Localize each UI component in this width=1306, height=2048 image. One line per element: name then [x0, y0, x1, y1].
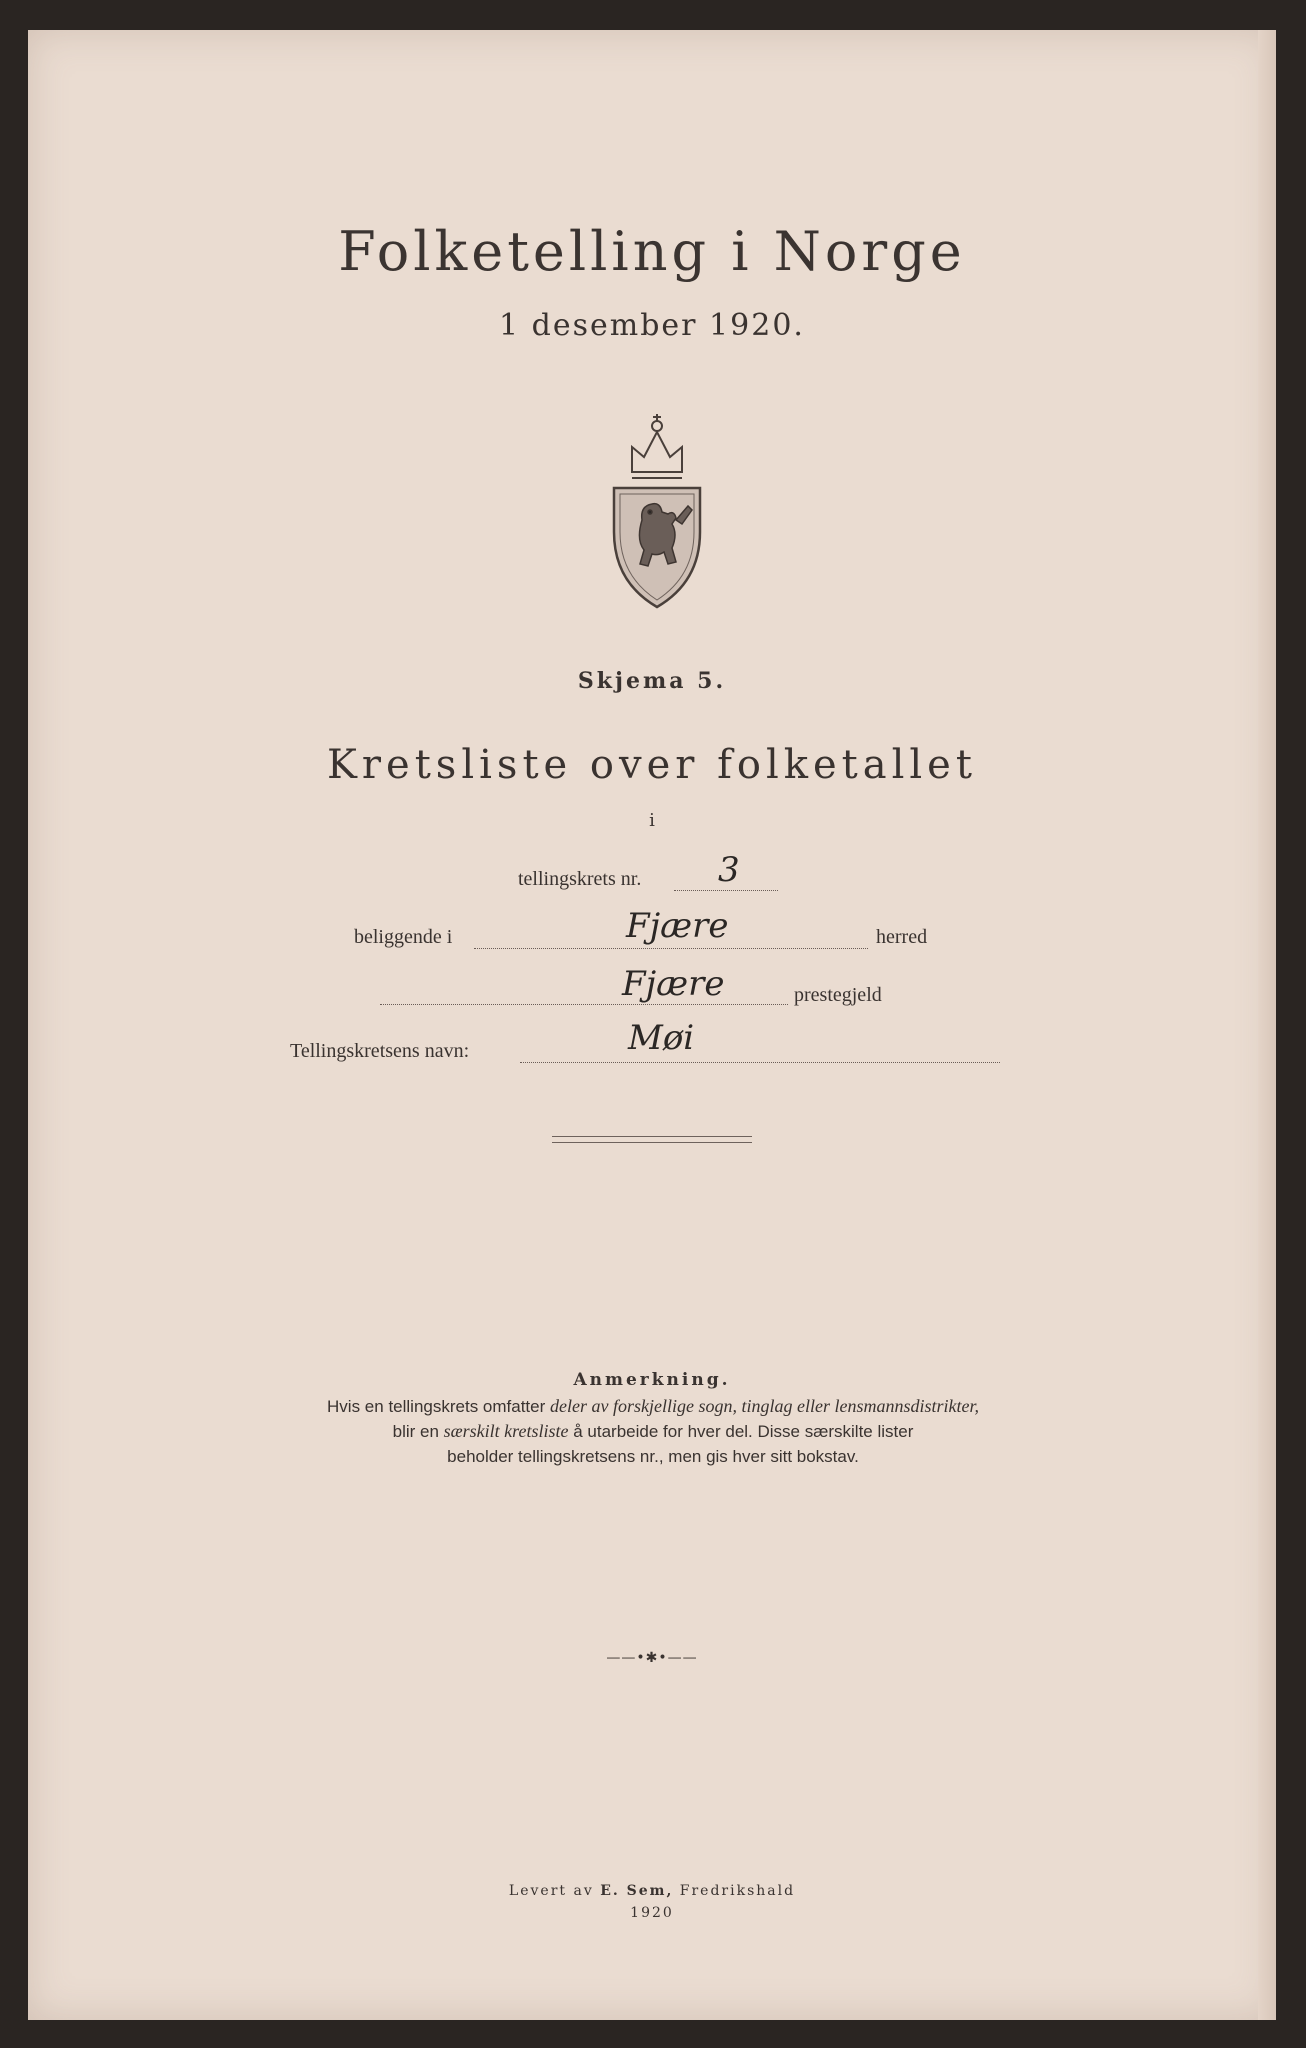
- connector-word: i: [649, 810, 655, 831]
- tellingskrets-value: 3: [718, 850, 740, 890]
- prestegjeld-label: prestegjeld: [794, 984, 882, 1006]
- document-date: 1 desember 1920.: [499, 308, 805, 343]
- remark-line-3: beholder tellingskretsens nr., men gis hver sitt bokstav.: [447, 1447, 859, 1466]
- schema-number: Skjema 5.: [577, 668, 727, 694]
- document-subtitle: Kretsliste over folketallet: [327, 742, 977, 788]
- prestegjeld-field: [380, 970, 788, 1005]
- prestegjeld-value: Fjære: [622, 964, 725, 1004]
- navn-label: Tellingskretsens navn:: [290, 1040, 470, 1062]
- remark-line-1: Hvis en tellingskrets omfatter deler av forskjellige sogn, tinglag eller lensmannsdistrikter,: [327, 1396, 979, 1416]
- herred-value: Fjære: [626, 906, 729, 946]
- ornament-divider: ——•✱•——: [606, 1650, 698, 1666]
- remark-text: [208, 1394, 1098, 1469]
- document-title: Folketelling i Norge: [338, 220, 966, 283]
- section-divider: [552, 1136, 752, 1143]
- remark-line-2: blir en særskilt kretsliste å utarbeide for hver del. Disse særskilte lister: [392, 1421, 914, 1441]
- navn-value: Møi: [628, 1018, 695, 1058]
- remark-title: Anmerkning.: [573, 1370, 731, 1390]
- beliggende-label: beliggende i: [354, 926, 453, 948]
- printer-year: 1920: [630, 1905, 674, 1921]
- navn-field: [520, 1028, 1000, 1063]
- norwegian-coat-of-arms-icon: [602, 402, 712, 612]
- tellingskrets-label: tellingskrets nr.: [518, 868, 642, 890]
- census-form-page: [28, 30, 1276, 2020]
- herred-label: herred: [876, 926, 928, 948]
- printer-imprint: Levert av E. Sem, Fredrikshald 1920: [28, 1880, 1276, 1924]
